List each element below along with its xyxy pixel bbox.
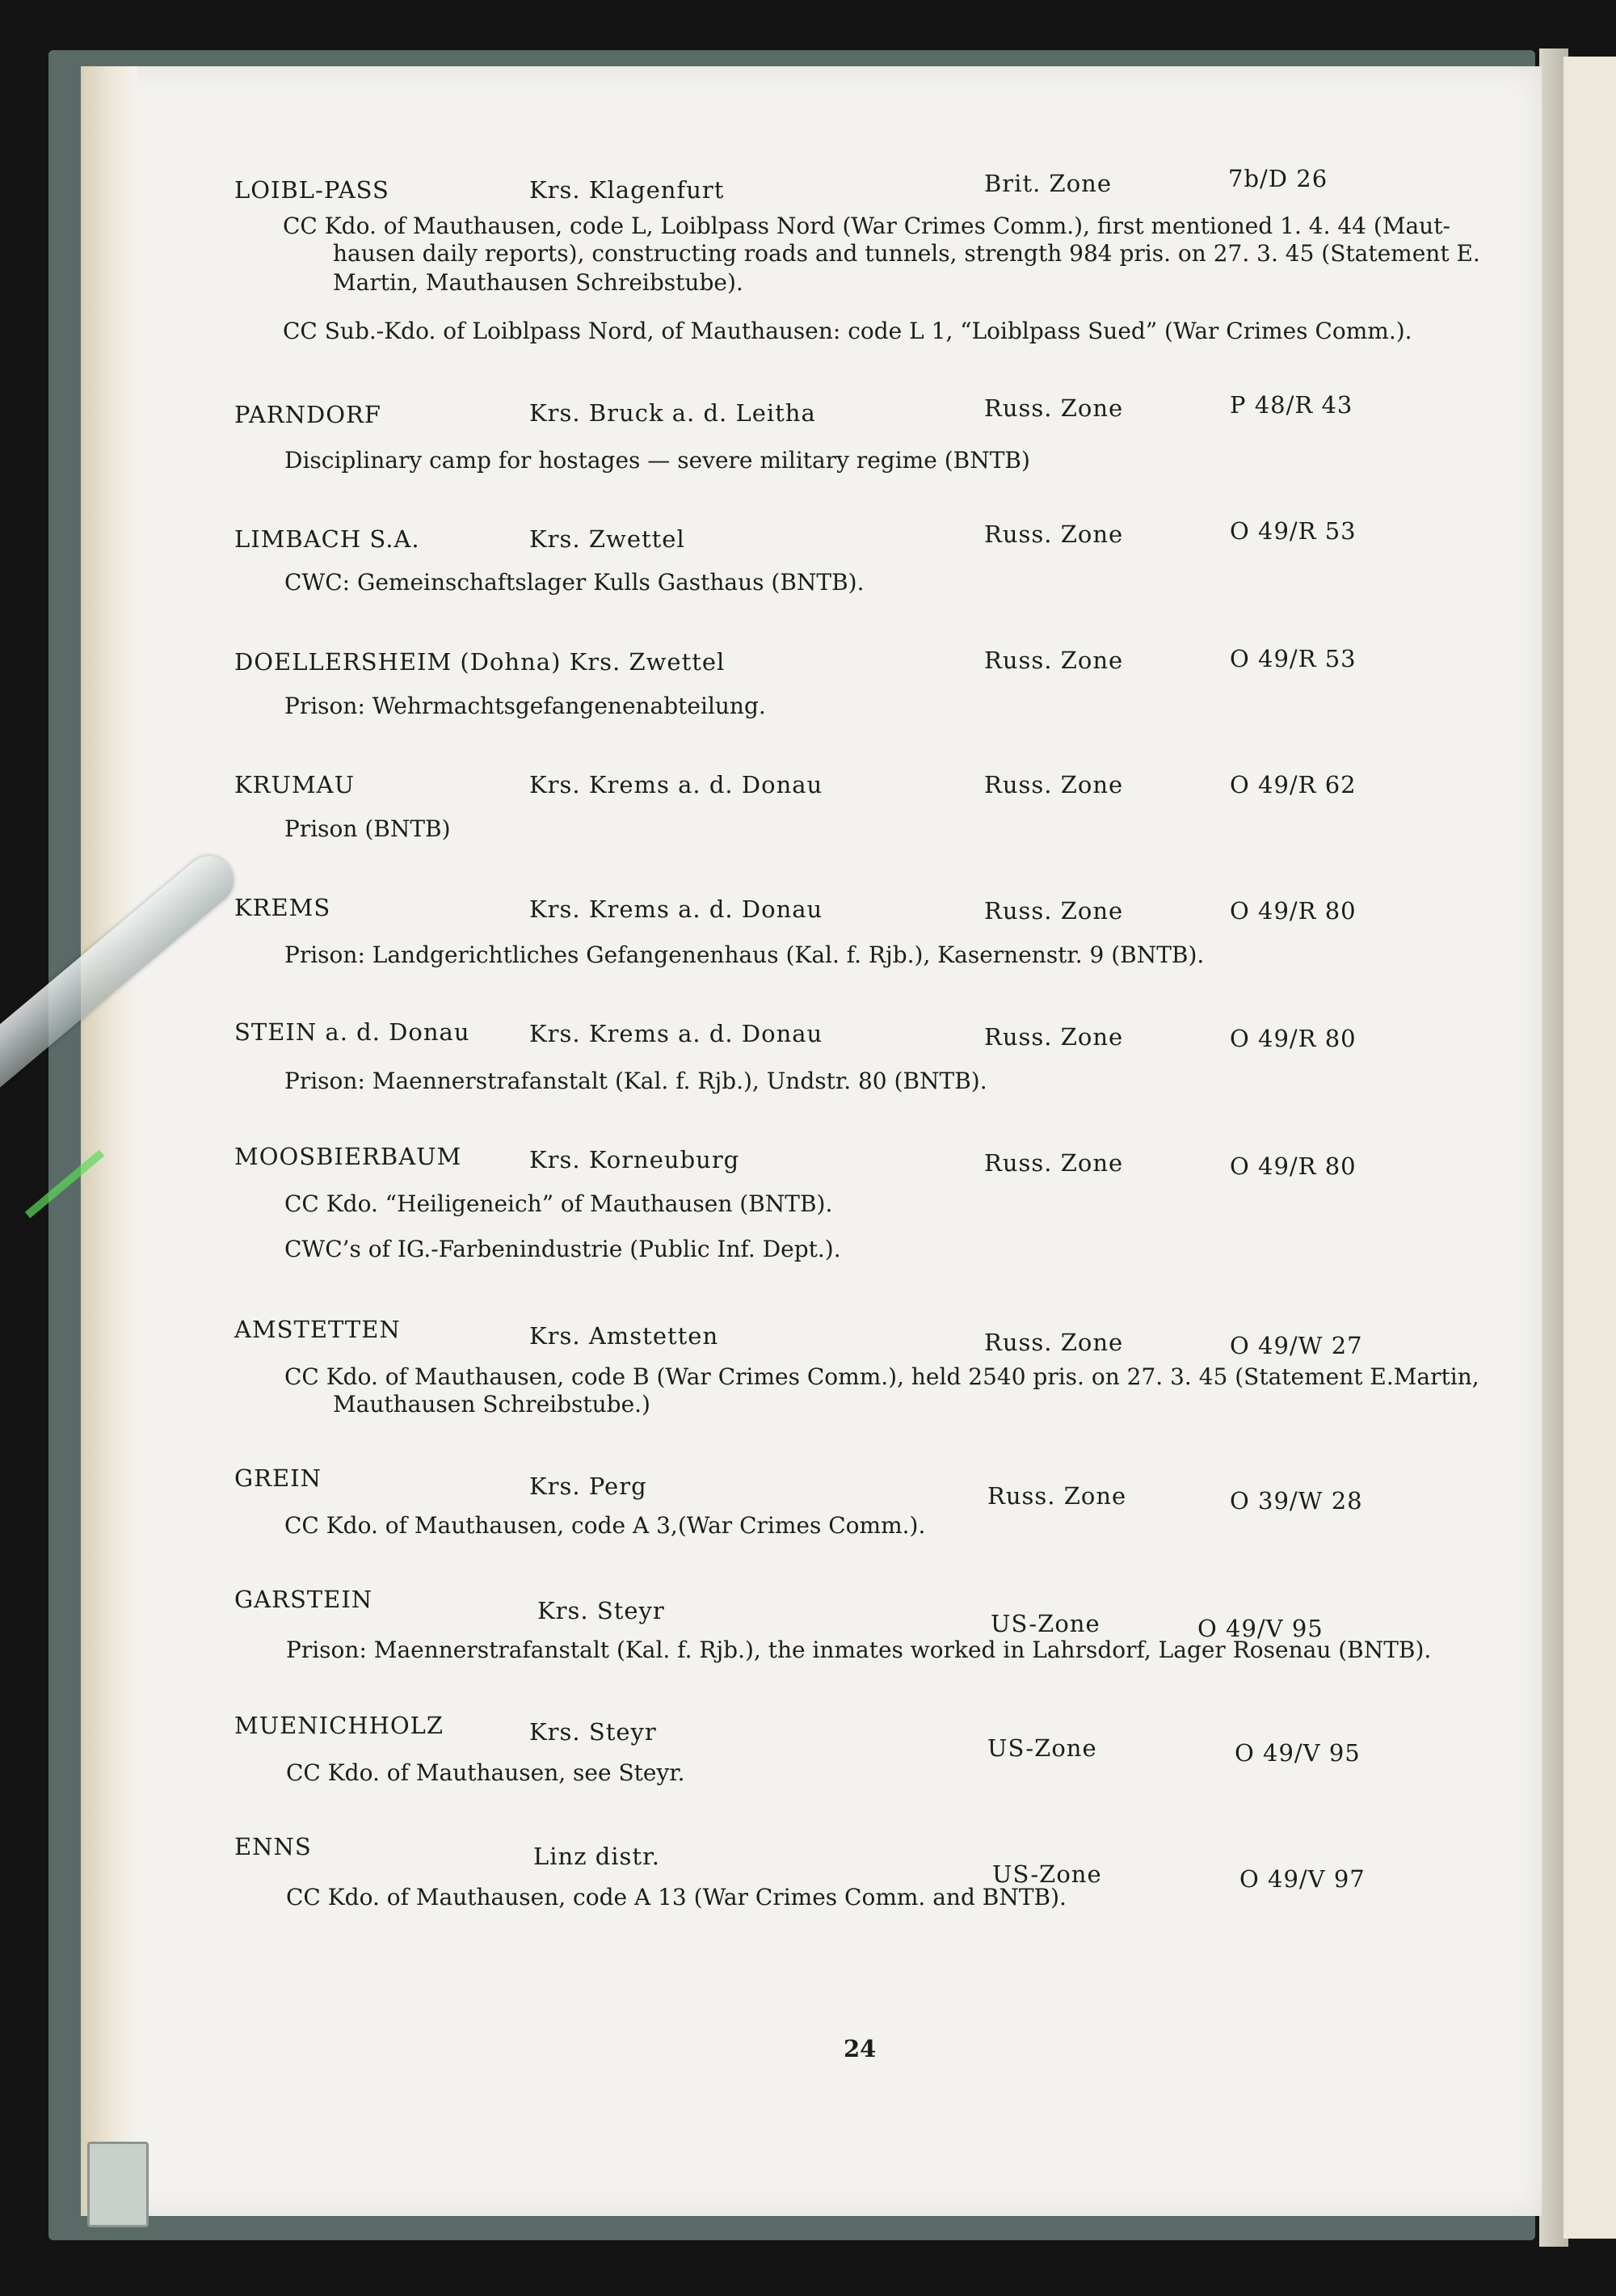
entry-ref: O 49/V 95	[1235, 1739, 1361, 1767]
entry-district: Krs. Steyr	[529, 1718, 657, 1746]
entry-line: Disciplinary camp for hostages — severe military regime (BNTB)	[284, 447, 1030, 474]
entry-ref: P 48/R 43	[1230, 391, 1353, 419]
entry-place: MUENICHHOLZ	[234, 1712, 444, 1739]
entry-line: CC Kdo. of Mauthausen, code B (War Crimes Comm.), held 2540 pris. on 27. 3. 45 (Statement E.Martin,	[284, 1363, 1479, 1390]
entry-place: DOELLERSHEIM (Dohna) Krs. Zwettel	[234, 648, 726, 676]
entry-line: Mauthausen Schreibstube.)	[333, 1391, 650, 1418]
entry-place: PARNDORF	[234, 401, 381, 428]
entry-zone: Russ. Zone	[984, 647, 1124, 674]
entry-zone: Brit. Zone	[984, 170, 1112, 197]
entry-place: STEIN a. d. Donau	[234, 1018, 470, 1046]
entry-line: Prison (BNTB)	[284, 815, 451, 842]
entry-zone: Russ. Zone	[984, 897, 1124, 925]
entry-line: CWC’s of IG.-Farbenindustrie (Public Inf. Dept.).	[284, 1236, 841, 1262]
entry-zone: Russ. Zone	[984, 520, 1124, 548]
entry-zone: Russ. Zone	[984, 1023, 1124, 1051]
entry-district: Krs. Bruck a. d. Leitha	[529, 399, 816, 427]
entry-ref: O 49/R 80	[1230, 1025, 1357, 1052]
entry-line: CC Kdo. of Mauthausen, code L, Loiblpass Nord (War Crimes Comm.), first mentioned 1. 4. 44 (Maut-	[283, 213, 1450, 239]
entry-district: Linz distr.	[533, 1843, 660, 1870]
entry-line: CC Sub.-Kdo. of Loiblpass Nord, of Mauthausen: code L 1, “Loiblpass Sued” (War Crimes Comm.).	[283, 318, 1412, 344]
page-number: 24	[844, 2035, 877, 2062]
entry-line: Prison: Landgerichtliches Gefangenenhaus (Kal. f. Rjb.), Kasernenstr. 9 (BNTB).	[284, 942, 1205, 968]
entry-ref: O 49/W 27	[1230, 1332, 1363, 1359]
entry-place: LIMBACH S.A.	[234, 525, 420, 553]
entry-zone: Russ. Zone	[984, 394, 1124, 422]
entry-ref: 7b/D 26	[1228, 165, 1328, 192]
entry-place: MOOSBIERBAUM	[234, 1143, 462, 1170]
entry-line: Prison: Maennerstrafanstalt (Kal. f. Rjb.), the inmates worked in Lahrsdorf, Lager Rosenau (BNTB).	[286, 1637, 1432, 1663]
entry-place: KREMS	[234, 894, 331, 921]
entry-place: GARSTEIN	[234, 1586, 373, 1613]
entry-line: hausen daily reports), constructing roads and tunnels, strength 984 pris. on 27. 3. 45 (Statement E.	[333, 240, 1480, 267]
entry-line: Martin, Mauthausen Schreibstube).	[333, 269, 743, 296]
entry-ref: O 49/R 53	[1230, 645, 1357, 672]
entry-district: Krs. Krems a. d. Donau	[529, 771, 823, 798]
entry-district: Krs. Klagenfurt	[529, 176, 725, 204]
entry-ref: O 39/W 28	[1230, 1487, 1363, 1515]
entry-zone: Russ. Zone	[987, 1482, 1127, 1510]
entry-place: ENNS	[234, 1833, 312, 1860]
entry-district: Krs. Krems a. d. Donau	[529, 895, 823, 923]
entry-zone: US-Zone	[992, 1860, 1102, 1888]
entry-zone: Russ. Zone	[984, 1329, 1124, 1356]
entry-district: Krs. Zwettel	[529, 525, 685, 553]
entry-ref: O 49/R 80	[1230, 897, 1357, 925]
entry-line: CWC: Gemeinschaftslager Kulls Gasthaus (BNTB).	[284, 569, 865, 596]
entry-district: Krs. Korneuburg	[529, 1146, 740, 1173]
entry-district: Krs. Krems a. d. Donau	[529, 1020, 823, 1047]
entry-district: Krs. Perg	[529, 1472, 647, 1500]
entry-line: Prison: Maennerstrafanstalt (Kal. f. Rjb.), Undstr. 80 (BNTB).	[284, 1068, 987, 1094]
entry-ref: O 49/V 95	[1197, 1615, 1324, 1642]
entry-district: Krs. Steyr	[537, 1597, 665, 1624]
entry-line: CC Kdo. of Mauthausen, see Steyr.	[286, 1759, 685, 1786]
entry-place: LOIBL-PASS	[234, 176, 389, 204]
entry-zone: US-Zone	[987, 1734, 1097, 1762]
entry-place: AMSTETTEN	[234, 1316, 401, 1343]
entry-zone: Russ. Zone	[984, 1149, 1124, 1177]
entry-district: Krs. Amstetten	[529, 1322, 719, 1350]
entry-ref: O 49/R 80	[1230, 1152, 1357, 1180]
entry-place: KRUMAU	[234, 771, 356, 798]
entry-line: CC Kdo. “Heiligeneich” of Mauthausen (BNTB).	[284, 1190, 833, 1217]
entry-ref: O 49/R 62	[1230, 771, 1357, 798]
entry-ref: O 49/V 97	[1239, 1865, 1366, 1893]
entry-zone: US-Zone	[991, 1610, 1100, 1637]
entry-place: GREIN	[234, 1464, 322, 1492]
entry-line: Prison: Wehrmachtsgefangenenabteilung.	[284, 693, 766, 719]
entry-line: CC Kdo. of Mauthausen, code A 3,(War Crimes Comm.).	[284, 1512, 926, 1539]
entry-line: CC Kdo. of Mauthausen, code A 13 (War Crimes Comm. and BNTB).	[286, 1884, 1067, 1911]
entry-ref: O 49/R 53	[1230, 517, 1357, 545]
entry-zone: Russ. Zone	[984, 771, 1124, 798]
